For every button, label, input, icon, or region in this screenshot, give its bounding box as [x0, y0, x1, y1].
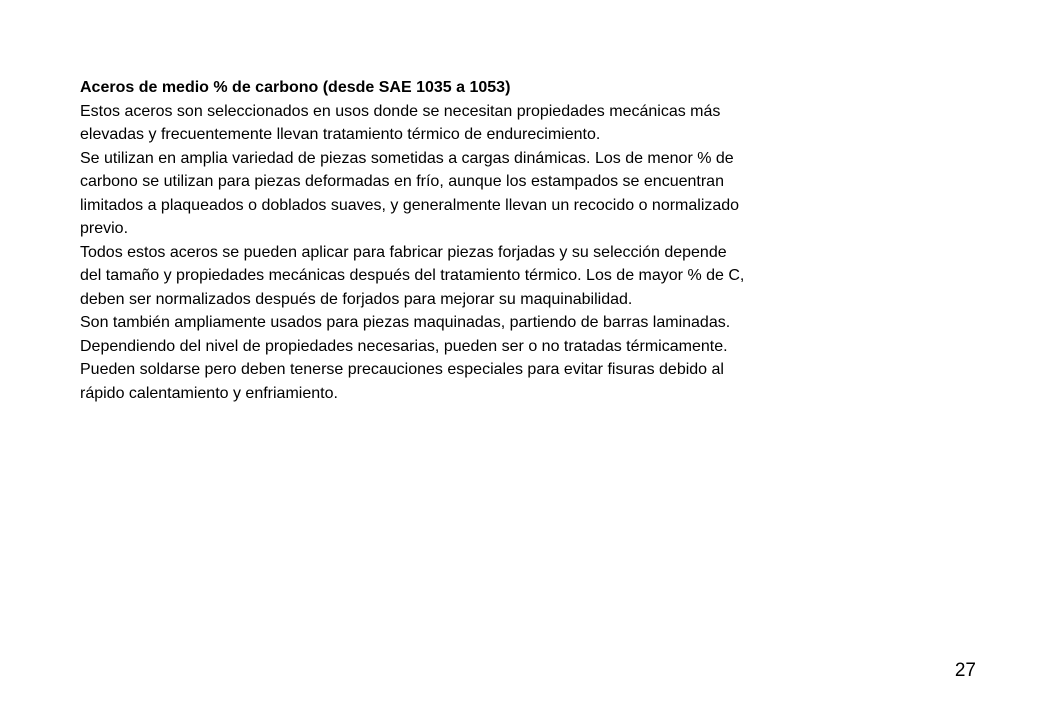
text-line: Estos aceros son seleccionados en usos donde se necesitan propiedades mecánicas más: [80, 102, 721, 120]
text-line: rápido calentamiento y enfriamiento.: [80, 384, 338, 402]
text-line: deben ser normalizados después de forjados para mejorar su maquinabilidad.: [80, 290, 633, 308]
text-line: Son también ampliamente usados para piezas maquinadas, partiendo de barras laminadas.: [80, 314, 731, 331]
text-line: elevadas y frecuentemente llevan tratamiento térmico de endurecimiento.: [80, 126, 601, 143]
text-block: [80, 76, 870, 405]
text-line: carbono se utilizan para piezas deformadas en frío, aunque los estampados se encuentran: [80, 173, 724, 190]
text-line: previo.: [80, 220, 129, 237]
text-line: Pueden soldarse pero deben tenerse precauciones especiales para evitar fisuras debido al: [80, 361, 724, 378]
text-line: limitados a plaqueados o doblados suaves, y generalmente llevan un recocido o normalizado: [80, 196, 740, 214]
text-line: Todos estos aceros se pueden aplicar para fabricar piezas forjadas y su selección depende: [80, 243, 727, 261]
text-line: Se utilizan en amplia variedad de piezas sometidas a cargas dinámicas. Los de menor % de: [80, 149, 734, 167]
slide-title: Aceros de medio % de carbono (desde SAE 1035 a 1053): [80, 79, 511, 96]
text-line: del tamaño y propiedades mecánicas después del tratamiento térmico. Los de mayor % de C,: [80, 267, 745, 284]
page-number: 27: [954, 660, 976, 681]
text-line: Dependiendo del nivel de propiedades necesarias, pueden ser o no tratadas térmicamente.: [80, 337, 728, 355]
